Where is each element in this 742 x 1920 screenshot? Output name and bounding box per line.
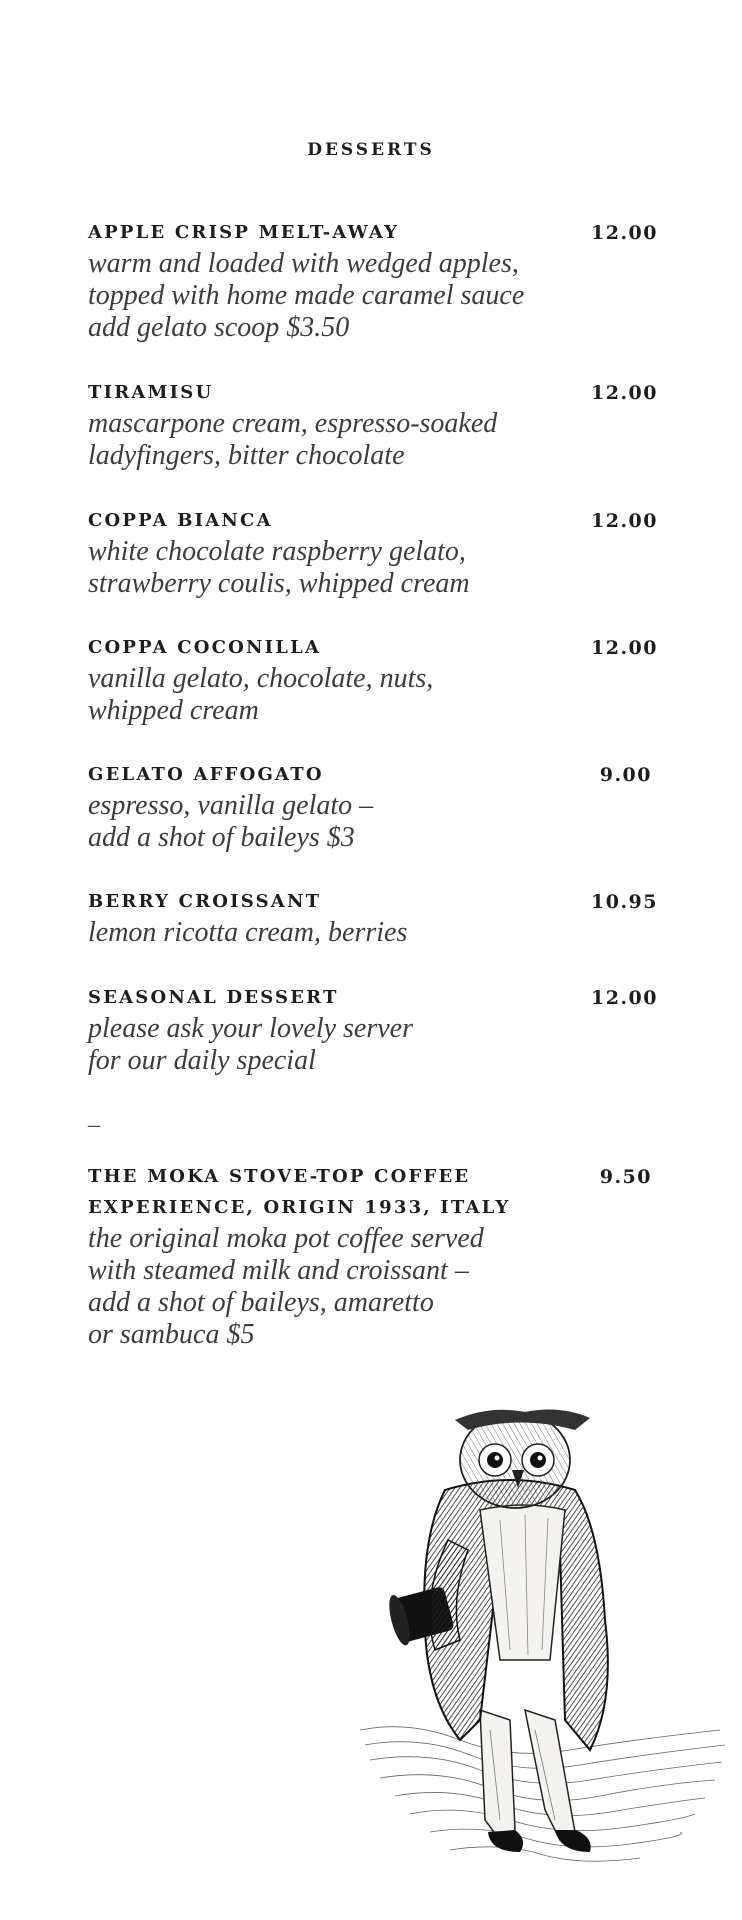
item-description: espresso, vanilla gelato – add a shot of baileys $3 xyxy=(88,790,374,853)
item-price: 12.00 xyxy=(591,222,658,244)
menu-item xyxy=(88,222,658,344)
item-price: 12.00 xyxy=(591,987,658,1009)
owl-shoe-right xyxy=(555,1830,591,1852)
item-description: vanilla gelato, chocolate, nuts, whipped cream xyxy=(88,663,434,726)
menu-item xyxy=(88,382,658,472)
menu-item-feature xyxy=(88,1166,658,1351)
section-divider: – xyxy=(88,1112,100,1138)
item-description: mascarpone cream, espresso-soaked ladyfingers, bitter chocolate xyxy=(88,408,498,471)
item-name: TIRAMISU xyxy=(88,382,214,403)
owl-vest xyxy=(480,1505,565,1660)
owl-shoe-left xyxy=(488,1830,523,1852)
item-price: 10.95 xyxy=(591,891,658,913)
item-name: COPPA BIANCA xyxy=(88,510,273,531)
item-description: warm and loaded with wedged apples, topped with home made caramel sauce add gelato scoop $3.50 xyxy=(88,248,525,343)
item-name: BERRY CROISSANT xyxy=(88,891,322,912)
section-heading: DESSERTS xyxy=(307,140,435,160)
menu-item xyxy=(88,637,658,727)
item-name: APPLE CRISP MELT-AWAY xyxy=(88,222,400,243)
item-name: GELATO AFFOGATO xyxy=(88,764,324,785)
owl-leg-right xyxy=(525,1710,575,1840)
item-name-line2: EXPERIENCE, ORIGIN 1933, ITALY xyxy=(88,1197,511,1218)
item-price: 9.00 xyxy=(599,764,652,786)
owl-eye-left xyxy=(487,1452,503,1468)
item-price: 9.50 xyxy=(599,1166,652,1188)
item-name: THE MOKA STOVE-TOP COFFEE xyxy=(88,1166,471,1187)
owl-eye-right xyxy=(530,1452,546,1468)
owl-gentleman-illustration xyxy=(350,1400,730,1870)
menu-item xyxy=(88,987,658,1077)
item-description: lemon ricotta cream, berries xyxy=(88,917,408,948)
item-price: 12.00 xyxy=(591,510,658,532)
item-name: COPPA COCONILLA xyxy=(88,637,322,658)
menu-item xyxy=(88,510,658,600)
item-description: please ask your lovely server for our daily special xyxy=(88,1013,413,1076)
menu-item xyxy=(88,891,658,949)
menu-item xyxy=(88,764,658,854)
item-description: the original moka pot coffee served with steamed milk and croissant – add a shot of baileys, amaretto or sambuca $5 xyxy=(88,1223,484,1350)
item-price: 12.00 xyxy=(591,382,658,404)
item-price: 12.00 xyxy=(591,637,658,659)
owl-leg-left xyxy=(480,1710,515,1840)
item-description: white chocolate raspberry gelato, strawberry coulis, whipped cream xyxy=(88,536,470,599)
item-name: SEASONAL DESSERT xyxy=(88,987,339,1008)
